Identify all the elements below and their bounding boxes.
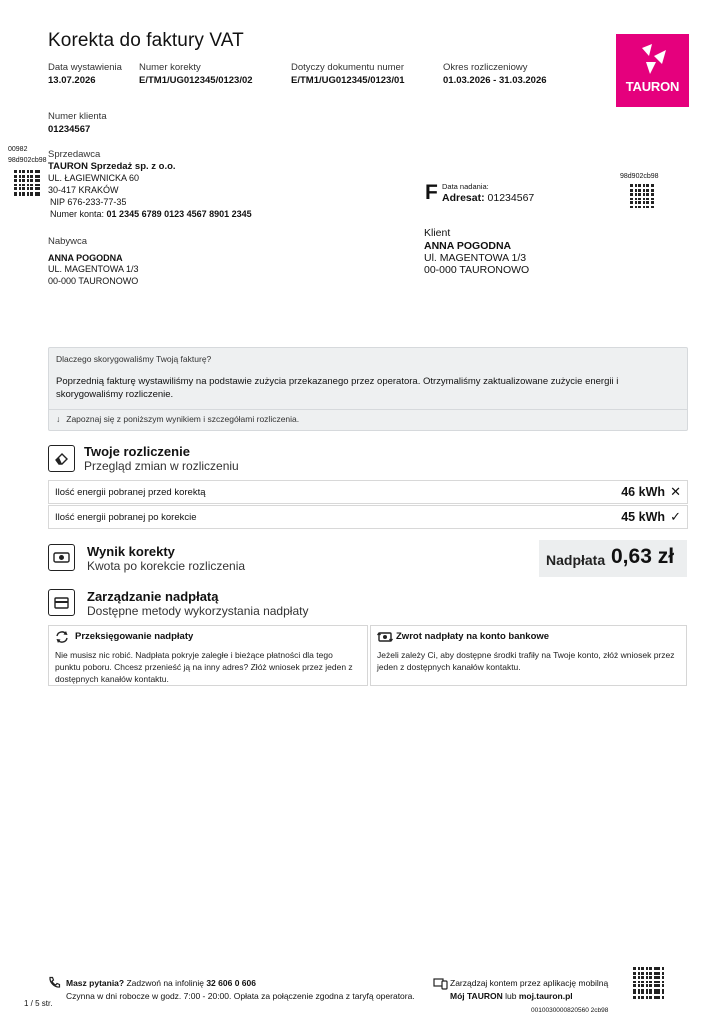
page-title: Korekta do faktury VAT: [48, 30, 244, 51]
recipient-city: 00-000 TAURONOWO: [424, 264, 530, 276]
rebook-overpayment-text: Nie musisz nic robić. Nadpłata pokryje zaległe i bieżące płatności dla tego punktu poboru. Chcesz przenieść ją na inny adres? Złóż wniosek przez jeden z dostępnych kanałów kontaktu.: [55, 650, 353, 684]
rebook-overpayment-title: Przeksięgowanie nadpłaty: [75, 631, 194, 642]
related-document-value: E/TM1/UG012345/0123/01: [291, 75, 405, 86]
mobile-app-icon: [433, 977, 448, 995]
related-document: [291, 62, 405, 86]
tauron-logo-mark: [616, 34, 689, 84]
correction-number-label: Numer korekty: [139, 62, 201, 73]
client-number: [48, 111, 107, 135]
eraser-icon: [48, 445, 75, 472]
buyer-block: [48, 236, 139, 287]
money-transfer-icon: [377, 630, 391, 644]
overpayment-badge: [539, 540, 687, 577]
seller-city: 30-417 KRAKÓW: [48, 185, 119, 195]
rebook-overpayment-card: [48, 625, 368, 686]
helpline-phone[interactable]: 32 606 0 606: [206, 978, 256, 988]
divider: [49, 409, 687, 410]
check-icon: ✓: [670, 509, 681, 524]
settlement-title: Twoje rozliczenie: [84, 444, 190, 459]
refund-overpayment-card: [370, 625, 687, 686]
document-code: 0010030000820560 2cb98: [531, 1007, 609, 1014]
app-name: Mój TAURON: [450, 991, 503, 1001]
seller-label: Sprzedawca: [48, 149, 101, 160]
page-number: 1 / 5 str.: [24, 999, 53, 1008]
overpayment-badge-label: Nadpłata: [546, 552, 606, 568]
mailing-addressee-label: Adresat:: [442, 192, 485, 204]
correction-number: [139, 62, 253, 86]
overpayment-subtitle: Dostępne metody wykorzystania nadpłaty: [87, 604, 309, 618]
seller-name: TAURON Sprzedaż sp. z o.o.: [48, 161, 176, 172]
tauron-logo-text: TAURON: [625, 79, 680, 94]
mailing-date-label: Data nadania:: [442, 182, 489, 191]
cross-icon: ✕: [670, 484, 681, 499]
cash-icon: [48, 544, 75, 571]
tauron-logo: [616, 34, 689, 107]
settlement-subtitle: Przegląd zmian w rozliczeniu: [84, 459, 239, 473]
result-subtitle: Kwota po korekcie rozliczenia: [87, 559, 246, 573]
mailing-letter: F: [425, 181, 438, 204]
seller-block: [48, 149, 252, 220]
energy-before-label: Ilość energii pobranej przed korektą: [55, 487, 206, 498]
buyer-city: 00-000 TAURONOWO: [48, 276, 139, 286]
app-info: [450, 977, 608, 1003]
seller-account-label: Numer konta:: [50, 209, 105, 219]
client-number-value: 01234567: [48, 124, 91, 135]
overpayment-title: Zarządzanie nadpłatą: [87, 589, 219, 604]
seller-code-bottom: 98d902cb98: [8, 157, 47, 164]
energy-after-label: Ilość energii pobranej po korekcie: [55, 512, 197, 523]
app-or: lub: [502, 991, 519, 1001]
seller-qr-code: [14, 170, 40, 196]
energy-after-row: [48, 505, 688, 529]
correction-reason-box: [48, 347, 688, 431]
seller-code-top: 00982: [8, 146, 28, 153]
helpline-info: [66, 977, 415, 1003]
buyer-street: UL. MAGENTOWA 1/3: [48, 264, 139, 274]
billing-period-label: Okres rozliczeniowy: [443, 62, 528, 73]
card-icon: [48, 589, 75, 616]
mailing-qr-code-label: 98d902cb98: [620, 173, 659, 180]
issue-date-label: Data wystawienia: [48, 62, 122, 73]
seller-account-value: 01 2345 6789 0123 4567 8901 2345: [106, 209, 252, 219]
related-document-label: Dotyczy dokumentu numer: [291, 62, 404, 73]
correction-details-text: Zapoznaj się z poniższym wynikiem i szczegółami rozliczenia.: [66, 414, 300, 424]
client-number-label: Numer klienta: [48, 111, 107, 122]
helpline-hours: Czynna w dni robocze w godz. 7:00 - 20:00. Opłata za połączenie zgodna z taryfą operatora.: [66, 991, 415, 1001]
app-info-text: Zarządzaj kontem przez aplikację mobilną: [450, 978, 609, 988]
helpline-text: Zadzwoń na infolinię: [124, 978, 207, 988]
footer-qr-code: [633, 967, 665, 999]
issue-date: [48, 62, 122, 86]
correction-number-value: E/TM1/UG012345/0123/02: [139, 75, 253, 86]
buyer-name: ANNA POGODNA: [48, 253, 123, 263]
recipient-block: [424, 227, 529, 276]
seller-account: [48, 208, 252, 220]
correction-reason-question: Dlaczego skorygowaliśmy Twoją fakturę?: [56, 354, 212, 364]
recipient-name: ANNA POGODNA: [424, 240, 512, 252]
refund-overpayment-text: Jeżeli zależy Ci, aby dostępne środki trafiły na Twoje konto, złóż wniosek przez jeden z dostępnych kanałów kontaktu.: [377, 650, 675, 672]
mailing-addressee-value: 01234567: [487, 192, 535, 204]
billing-period-value: 01.03.2026 - 31.03.2026: [443, 75, 547, 86]
buyer-label: Nabywca: [48, 236, 88, 247]
recipient-street: Ul. MAGENTOWA 1/3: [424, 252, 527, 264]
refund-overpayment-title: Zwrot nadpłaty na konto bankowe: [396, 631, 550, 642]
overpayment-badge-value: 0,63 zł: [611, 545, 675, 568]
result-title: Wynik korekty: [87, 544, 175, 559]
helpline-question: Masz pytania?: [66, 978, 125, 988]
correction-reason-text: Poprzednią fakturę wystawiliśmy na podstawie zużycia przekazanego przez operatora. Otrzymaliśmy zaktualizowane zużycie energii i skorygowaliśmy rozliczenie.: [56, 376, 619, 400]
recipient-label: Klient: [424, 227, 451, 239]
issue-date-value: 13.07.2026: [48, 75, 96, 86]
energy-before-value: 46 kWh: [621, 485, 665, 499]
mailing-qr-code: [630, 184, 654, 208]
phone-icon: [48, 976, 61, 994]
correction-details-link[interactable]: [56, 414, 299, 424]
energy-before-row: [48, 480, 688, 504]
energy-after-value: 45 kWh: [621, 510, 665, 524]
arrow-down-icon: ↓: [56, 414, 61, 424]
mailing-addressee: [442, 192, 534, 204]
billing-period: [443, 62, 547, 86]
app-url[interactable]: moj.tauron.pl: [518, 991, 573, 1001]
seller-nip: NIP 676-233-77-35: [50, 197, 127, 207]
seller-street: UL. ŁAGIEWNICKA 60: [48, 173, 140, 183]
refresh-icon: [55, 630, 69, 644]
